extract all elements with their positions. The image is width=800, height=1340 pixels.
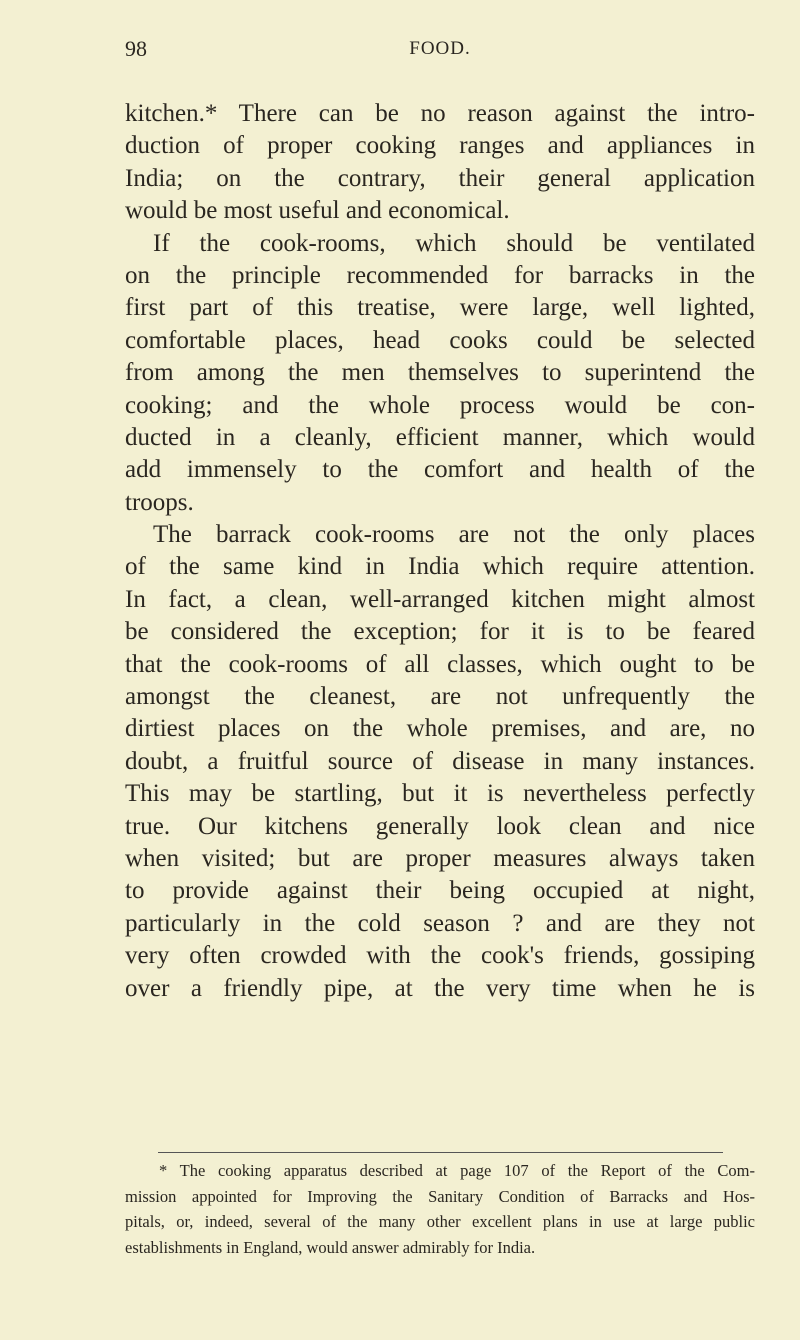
body-line: If the cook-rooms, which should be ventilated <box>153 229 755 257</box>
body-line: troops. <box>125 488 194 516</box>
body-line: duction of proper cooking ranges and appliances in <box>125 132 755 160</box>
body-line: first part of this treatise, were large, well lighted, <box>125 294 755 322</box>
body-line: very often crowded with the cook's friends, gossiping <box>125 942 755 970</box>
footnote-divider <box>158 1152 723 1153</box>
body-line: when visited; but are proper measures always taken <box>125 844 755 872</box>
body-line: would be most useful and economical. <box>125 197 510 225</box>
body-line: The barrack cook-rooms are not the only places <box>153 521 755 549</box>
body-line: on the principle recommended for barracks in the <box>125 261 755 289</box>
footnote-line: establishments in England, would answer admirably for India. <box>125 1237 536 1257</box>
footnote <box>125 1158 755 1260</box>
running-head: FOOD. <box>409 38 471 59</box>
body-line: comfortable places, head cooks could be selected <box>125 326 755 354</box>
footnote-line: mission appointed for Improving the Sanitary Condition of Barracks and Hos- <box>125 1186 755 1206</box>
body-line: add immensely to the comfort and health of the <box>125 456 755 484</box>
body-line: amongst the cleanest, are not unfrequently the <box>125 683 755 711</box>
body-line: cooking; and the whole process would be con- <box>125 391 755 419</box>
body-line: true. Our kitchens generally look clean and nice <box>125 812 755 840</box>
body-line: over a friendly pipe, at the very time when he is <box>125 974 755 1002</box>
body-line: kitchen.* There can be no reason against the intro- <box>125 100 755 127</box>
body-line: particularly in the cold season ? and are they not <box>125 909 755 937</box>
body-line: India; on the contrary, their general application <box>125 164 755 192</box>
page-header <box>125 36 755 66</box>
body-line: to provide against their being occupied at night, <box>125 877 755 905</box>
body-line: This may be startling, but it is nevertheless perfectly <box>125 780 755 808</box>
footnote-line: * The cooking apparatus described at page 107 of the Report of the Com- <box>159 1161 755 1180</box>
footnote-line: pitals, or, indeed, several of the many other excellent plans in use at large public <box>125 1212 755 1231</box>
body-line: that the cook-rooms of all classes, which ought to be <box>125 650 755 678</box>
body-line: ducted in a cleanly, efficient manner, which would <box>125 423 755 451</box>
body-line: from among the men themselves to superintend the <box>125 359 755 387</box>
body-line: doubt, a fruitful source of disease in many instances. <box>125 747 755 775</box>
body-text <box>125 98 755 1005</box>
page-number: 98 <box>125 36 147 61</box>
body-line: be considered the exception; for it is to be feared <box>125 618 755 646</box>
body-line: dirtiest places on the whole premises, and are, no <box>125 715 755 743</box>
body-line: of the same kind in India which require attention. <box>125 553 755 581</box>
body-line: In fact, a clean, well-arranged kitchen might almost <box>125 585 755 613</box>
